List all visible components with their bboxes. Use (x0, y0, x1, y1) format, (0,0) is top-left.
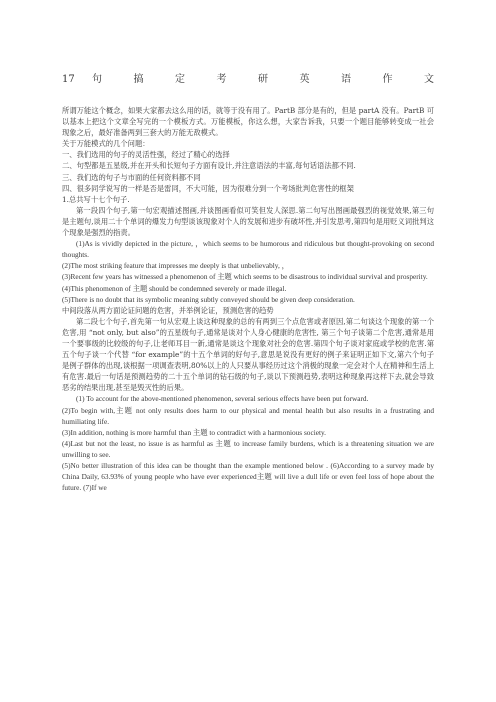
sentence-2: (2)The most striking feature that impresses me deeply is that unbelievably, ， (62, 261, 289, 271)
paragraph-point-3: 三、我们选的句子与市面的任何资料都不同 (62, 172, 201, 182)
sentence-b3: (3)In addition, nothing is more harmful than 主题 to contradict with a harmonious society. (62, 427, 326, 437)
paragraph-heading: 关于万能模式的几个问题： (62, 139, 150, 149)
paragraph-second-section: 第二段七个句子,首先第一句从宏观上谈这种现象的总的有两到三个点危害或者原因,第二句谈这个现象的第一个危害,用 “not only, but also”的五星级句子,通常是谈对个人身心健康的危害性, 第三个句子谈第二个危害,通常是用一个要事级的比较级的句子,让老师耳目一新,通常是谈这个现象对社会的危害.第四个句子谈对家庭或学校的危害.第五个句子谈一个代替 “for example”的十五个单词的好句子,意思是说没有更好的例子来证明正如下文,第六个句子是例子群体的出现,谈根据一项调查表明,80%以上的人只要从事经历过这个消极的现象一定会对个人在精神和生活上有危害.最后一句话是预测趋势的二十五个单词的钻石级的句子,谈以下预测趋势,表明这种现象再这样下去,就会导致恶劣的结果出现,甚至是毁灭性的后果。 (62, 316, 434, 393)
sentence-b1: (1) To account for the above-mentioned phenomenon, several serious effects have been put forward. (76, 394, 369, 404)
paragraph-point-1: 一、我们选用的句子的灵活性强，经过了精心的选择 (62, 150, 230, 160)
sentence-3: (3)Recent few years has witnessed a phenomenon of 主题 which seems to be disastrous to individual survival and prosperity. (62, 272, 428, 282)
paragraph-middle-heading: 中间段落从两方面论证问题的危害，并举例论证，预测危害的趋势 (62, 305, 274, 315)
sentence-b5: (5)No better illustration of this idea can be thought than the example mentioned below . (6)According to a survey made by China Daily, 63.93% of young people who have ever experienced主题 will live a dull life or even feel loss of hope about the future. (7)If we (62, 461, 434, 493)
paragraph-total: 1.总共写十七个句子. (62, 194, 130, 204)
sentence-5: (5)There is no doubt that its symbolic meaning subtly conveyed should be given deep consideration. (62, 294, 355, 304)
sentence-b2: (2)To begin with,主题 not only results does harm to our physical and mental health but also results in a frustrating and humiliating life. (62, 405, 434, 426)
paragraph-first-section: 第一段四个句子,第一句宏观描述图画,并谈图画看似可笑但发人深思.第二句写出图画最强烈的视觉效果,第三句是主题句,谈用二十个单词的爆发力句型谈该现象对个人的发展和进步有破坏性,并引发思考,第四句是用贬义词批判这个现象是强烈的指责。 (62, 205, 434, 238)
document-page (62, 70, 434, 493)
sentence-b4: (4)Last but not the least, no issue is as harmful as 主题 to increase family burdens, which is a threatening situation we are unwilling to see. (62, 438, 434, 459)
paragraph-point-2: 二、句型都是五星级,并在开头和长短句子方面有设计,并注意语法的丰富,每句话语法都不同. (62, 161, 356, 171)
paragraph-point-4: 四、很多同学说写的一样是否是雷同，不大可能，因为很难分到一个考场批判危害性的框架 (62, 183, 354, 193)
sentence-4: (4)This phenomenon of 主题 should be condemned severely or made illegal. (62, 283, 287, 293)
page-title: 17 句 搞 定 考 研 英 语 作 文 (62, 74, 434, 85)
sentence-1: (1)As is vividly depicted in the picture, ，which seems to be humorous and ridiculous but thought-provoking on second thoughts. (62, 239, 434, 260)
paragraph-intro: 所谓万能这个概念，如果大家都去这么用的话，就等于没有用了。PartB 部分是有的，但是 partA 没有。PartB 可以基本上把这个文章全写完的一个模板方式。万能模板，你这么想，大家告诉我，只要一个题目能够转变成一社会现象之后，最好准备两到三套大的万能无敌模式。 (62, 106, 434, 138)
